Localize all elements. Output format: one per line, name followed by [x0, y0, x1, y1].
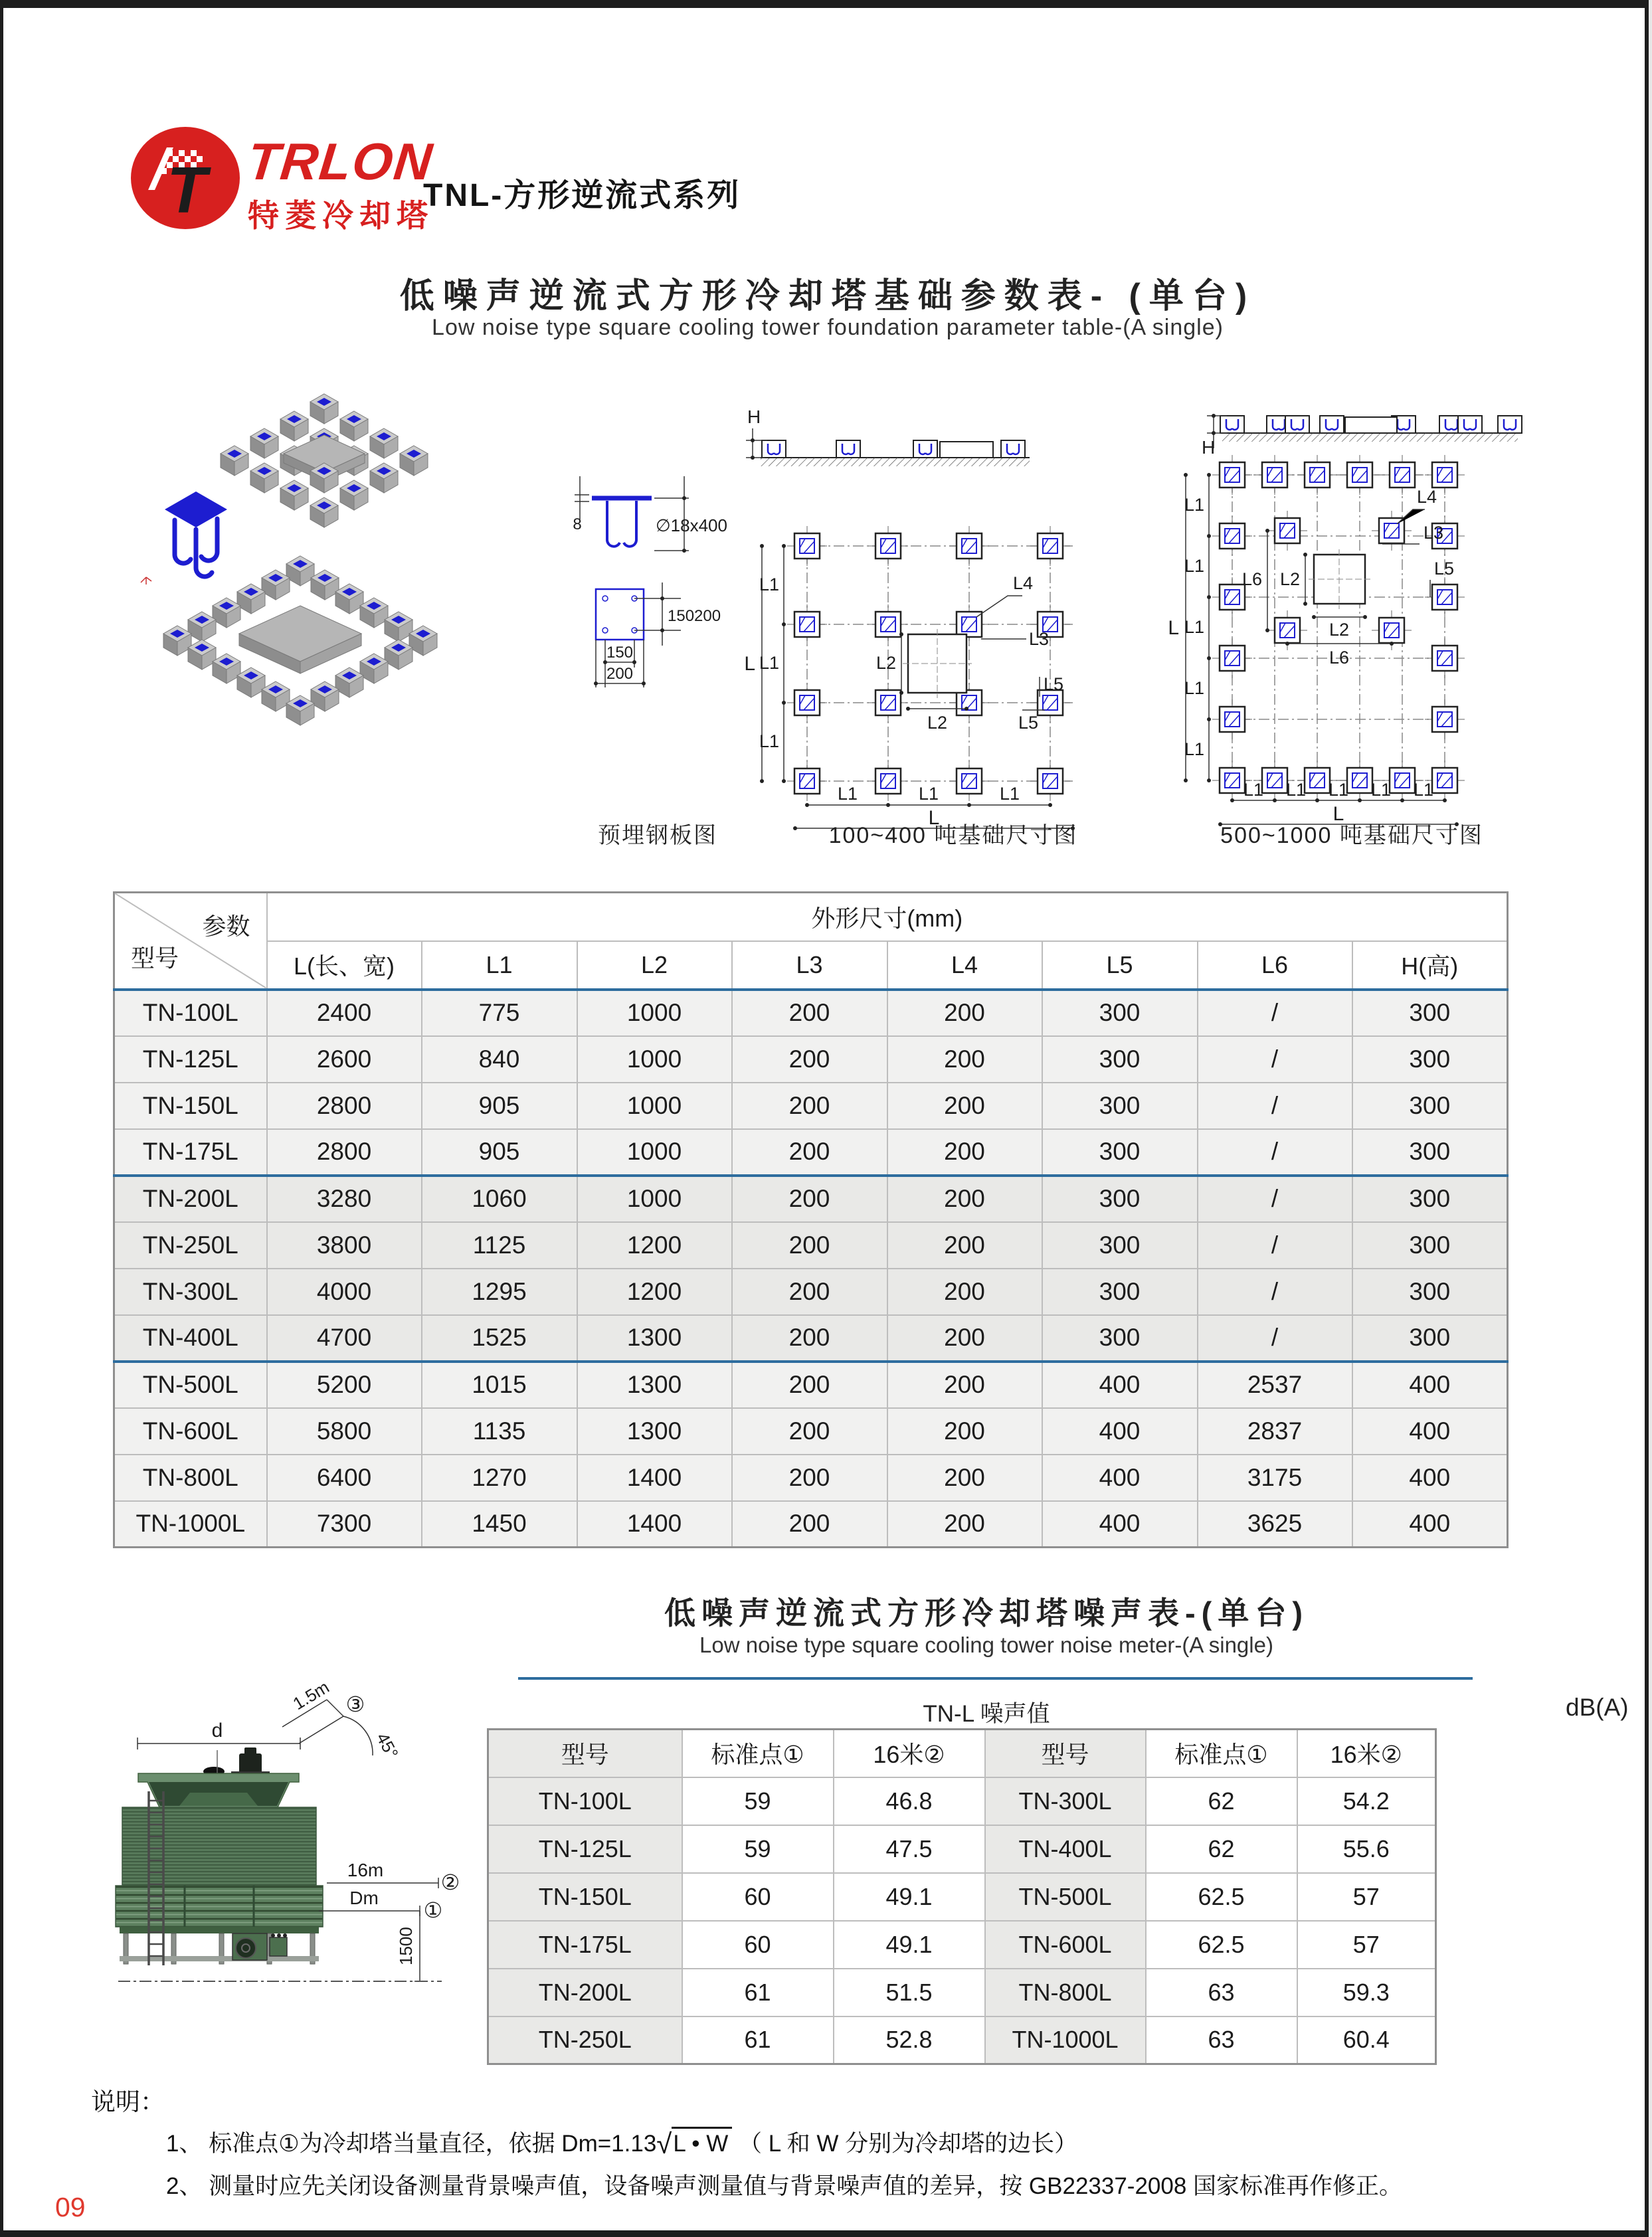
value-cell: 300	[1352, 1176, 1508, 1222]
svg-text:L: L	[928, 807, 940, 829]
value-cell: 5200	[267, 1362, 422, 1408]
model-cell: TN-125L	[114, 1036, 267, 1083]
svg-text:1500: 1500	[396, 1927, 416, 1965]
value-cell: 200	[732, 1222, 887, 1269]
blue-divider	[518, 1677, 1473, 1680]
col-header: 标准点①	[1146, 1730, 1297, 1777]
caption-500-1000t: 500~1000 吨基础尺寸图	[1220, 823, 1483, 848]
value-cell: 60	[682, 1873, 834, 1921]
value-cell: 200	[732, 990, 887, 1036]
value-cell: /	[1198, 1176, 1352, 1222]
table-row	[488, 1777, 1436, 1825]
model-cell: TN-175L	[114, 1129, 267, 1176]
noise-title-en: Low noise type square cooling tower noise meter-(A single)	[699, 1633, 1273, 1657]
model-cell: TN-250L	[488, 2016, 682, 2064]
svg-text:Dm: Dm	[349, 1888, 379, 1908]
model-cell: TN-200L	[488, 1969, 682, 2016]
svg-text:L2: L2	[875, 653, 896, 673]
table-row	[114, 1455, 1508, 1501]
svg-text:H: H	[747, 406, 761, 427]
col-header: 型号	[985, 1730, 1146, 1777]
model-cell: TN-200L	[114, 1176, 267, 1222]
value-cell: 400	[1352, 1408, 1508, 1455]
value-cell: 200	[732, 1455, 887, 1501]
value-cell: 1295	[422, 1269, 577, 1315]
value-cell: 61	[682, 1969, 834, 2016]
table-row	[488, 1873, 1436, 1921]
model-cell: TN-600L	[985, 1921, 1146, 1969]
model-cell: TN-500L	[985, 1873, 1146, 1921]
value-cell: 300	[1042, 990, 1198, 1036]
foundation-diagrams	[83, 370, 1571, 829]
value-cell: 54.2	[1297, 1777, 1436, 1825]
svg-text:L4: L4	[1417, 487, 1437, 507]
value-cell: 4700	[267, 1315, 422, 1362]
table-row	[114, 1083, 1508, 1129]
col-header: 16米②	[834, 1730, 985, 1777]
svg-text:L2: L2	[1329, 620, 1350, 640]
value-cell: 2800	[267, 1129, 422, 1176]
table-row	[488, 1825, 1436, 1873]
svg-text:L2: L2	[927, 713, 948, 733]
cooling-tower-illustration	[80, 1639, 505, 2011]
corner-label-model: 型号	[131, 944, 179, 972]
value-cell: /	[1198, 1036, 1352, 1083]
value-cell: 200	[732, 1129, 887, 1176]
value-cell: 1060	[422, 1176, 577, 1222]
svg-text:L1: L1	[1328, 780, 1349, 800]
value-cell: 200	[887, 1315, 1042, 1362]
value-cell: 3280	[267, 1176, 422, 1222]
value-cell: 840	[422, 1036, 577, 1083]
value-cell: 62.5	[1146, 1921, 1297, 1969]
value-cell: 400	[1042, 1501, 1198, 1548]
table-row	[488, 1969, 1436, 2016]
value-cell: 3175	[1198, 1455, 1352, 1501]
table-row	[488, 1730, 1436, 1777]
table-row	[114, 1222, 1508, 1269]
value-cell: 1000	[577, 1036, 732, 1083]
noise-table-label: TN-L 噪声值	[923, 1701, 1050, 1727]
value-cell: 200	[887, 1501, 1042, 1548]
noise-title-cn: 低噪声逆流式方形冷却塔噪声表-(单台)	[664, 1595, 1309, 1631]
svg-text:L: L	[1168, 617, 1179, 639]
value-cell: 200	[732, 1501, 887, 1548]
radical-sign: √	[656, 2128, 672, 2159]
value-cell: 51.5	[834, 1969, 985, 2016]
svg-text:③: ③	[345, 1692, 365, 1716]
value-cell: 1135	[422, 1408, 577, 1455]
value-cell: 300	[1042, 1176, 1198, 1222]
value-cell: /	[1198, 1269, 1352, 1315]
group-header: 外形尺寸(mm)	[267, 893, 1508, 941]
svg-text:L1: L1	[1184, 495, 1204, 515]
value-cell: 200	[887, 1176, 1042, 1222]
svg-text:①: ①	[423, 1898, 443, 1922]
value-cell: 775	[422, 990, 577, 1036]
notes-heading: 说明：	[91, 2088, 165, 2115]
svg-text:L3: L3	[1423, 523, 1444, 543]
isometric-foundation-illustration	[141, 394, 437, 725]
value-cell: 200	[732, 1036, 887, 1083]
value-cell: 57	[1297, 1921, 1436, 1969]
svg-text:L1: L1	[1184, 617, 1204, 637]
svg-text:L2: L2	[1279, 569, 1300, 589]
svg-text:L4: L4	[1013, 573, 1034, 593]
model-cell: TN-800L	[114, 1455, 267, 1501]
value-cell: 300	[1352, 990, 1508, 1036]
svg-text:L1: L1	[759, 731, 779, 751]
value-cell: 200	[732, 1408, 887, 1455]
value-cell: 300	[1352, 1083, 1508, 1129]
col-header: L2	[577, 941, 732, 990]
value-cell: 200	[732, 1083, 887, 1129]
page-number: 09	[55, 2192, 86, 2222]
note-item-2: 2、 测量时应先关闭设备测量背景噪声值，设备噪声测量值与背景噪声值的差异，按 GB22337-2008 国家标准再作修正。	[166, 2173, 1403, 2199]
value-cell: 200	[732, 1269, 887, 1315]
value-cell: 300	[1352, 1036, 1508, 1083]
value-cell: 49.1	[834, 1873, 985, 1921]
col-header: 型号	[488, 1730, 682, 1777]
table-row	[114, 1501, 1508, 1548]
brand-name-cn: 特菱冷却塔	[248, 198, 434, 233]
svg-text:8: 8	[573, 515, 582, 533]
value-cell: 52.8	[834, 2016, 985, 2064]
svg-text:L1: L1	[1184, 556, 1204, 576]
noise-table	[487, 1728, 1437, 2065]
svg-text:L5: L5	[1044, 674, 1064, 694]
value-cell: 57	[1297, 1873, 1436, 1921]
svg-text:L6: L6	[1241, 569, 1262, 589]
value-cell: 1015	[422, 1362, 577, 1408]
model-cell: TN-175L	[488, 1921, 682, 1969]
table-row	[114, 1036, 1508, 1083]
corner-label-param: 参数	[202, 913, 250, 940]
value-cell: 400	[1352, 1362, 1508, 1408]
col-header: H(高)	[1352, 941, 1508, 990]
svg-text:L5: L5	[1018, 713, 1039, 733]
value-cell: /	[1198, 1315, 1352, 1362]
svg-text:T: T	[167, 153, 207, 226]
value-cell: 4000	[267, 1269, 422, 1315]
value-cell: 1300	[577, 1408, 732, 1455]
svg-text:L1: L1	[918, 784, 939, 804]
table-row	[114, 1269, 1508, 1315]
value-cell: 400	[1352, 1501, 1508, 1548]
value-cell: 63	[1146, 2016, 1297, 2064]
note1-text: 1、 标准点①为冷却塔当量直径，依据 Dm=1.13	[166, 2131, 657, 2157]
value-cell: 1000	[577, 1083, 732, 1129]
value-cell: 1125	[422, 1222, 577, 1269]
col-header: L6	[1198, 941, 1352, 990]
model-cell: TN-1000L	[985, 2016, 1146, 2064]
value-cell: 1300	[577, 1315, 732, 1362]
model-cell: TN-400L	[985, 1825, 1146, 1873]
value-cell: 62	[1146, 1825, 1297, 1873]
value-cell: 1300	[577, 1362, 732, 1408]
svg-text:L6: L6	[1329, 648, 1350, 668]
value-cell: 2837	[1198, 1408, 1352, 1455]
value-cell: 300	[1352, 1269, 1508, 1315]
value-cell: 3625	[1198, 1501, 1352, 1548]
model-cell: TN-300L	[985, 1777, 1146, 1825]
svg-text:L3: L3	[1029, 629, 1050, 649]
table-row	[114, 1176, 1508, 1222]
value-cell: 400	[1042, 1455, 1198, 1501]
col-header: L3	[732, 941, 887, 990]
svg-text:150200: 150200	[668, 607, 721, 625]
svg-text:L5: L5	[1434, 559, 1455, 579]
value-cell: 905	[422, 1083, 577, 1129]
svg-text:L: L	[744, 653, 755, 675]
svg-text:L1: L1	[1243, 780, 1264, 800]
value-cell: 59	[682, 1777, 834, 1825]
value-cell: 200	[887, 1222, 1042, 1269]
value-cell: 55.6	[1297, 1825, 1436, 1873]
caption-steel-plate: 预埋钢板图	[598, 823, 717, 848]
dimension-table	[113, 891, 1509, 1548]
value-cell: 300	[1042, 1036, 1198, 1083]
value-cell: 1400	[577, 1501, 732, 1548]
col-header: L5	[1042, 941, 1198, 990]
model-cell: TN-500L	[114, 1362, 267, 1408]
value-cell: 1525	[422, 1315, 577, 1362]
svg-text:L1: L1	[1184, 678, 1204, 698]
model-cell: TN-600L	[114, 1408, 267, 1455]
page-title: TNL-方形逆流式系列	[423, 178, 741, 213]
value-cell: 300	[1042, 1083, 1198, 1129]
value-cell: 47.5	[834, 1825, 985, 1873]
value-cell: 400	[1042, 1362, 1198, 1408]
model-cell: TN-100L	[488, 1777, 682, 1825]
value-cell: 59	[682, 1825, 834, 1873]
note1-formula: L • W	[672, 2127, 732, 2157]
value-cell: 6400	[267, 1455, 422, 1501]
value-cell: 46.8	[834, 1777, 985, 1825]
value-cell: 300	[1042, 1129, 1198, 1176]
value-cell: 400	[1352, 1455, 1508, 1501]
anchor-plate-detail	[573, 476, 727, 687]
table-row	[488, 1921, 1436, 1969]
value-cell: 300	[1352, 1129, 1508, 1176]
value-cell: 200	[887, 1083, 1042, 1129]
table-row	[114, 1315, 1508, 1362]
svg-text:∅18x400: ∅18x400	[656, 515, 727, 535]
caption-100-400t: 100~400 吨基础尺寸图	[828, 823, 1078, 848]
svg-text:L1: L1	[1370, 780, 1392, 800]
note1-tail: （ L 和 W 分别为冷却塔的边长）	[739, 2131, 1078, 2157]
value-cell: 62	[1146, 1777, 1297, 1825]
model-cell: TN-125L	[488, 1825, 682, 1873]
value-cell: 63	[1146, 1969, 1297, 2016]
value-cell: 1000	[577, 1176, 732, 1222]
foundation-title-cn: 低噪声逆流式方形冷却塔基础参数表- (单台)	[399, 277, 1256, 315]
svg-text:1.5m: 1.5m	[289, 1676, 333, 1714]
noise-unit-label: dB(A)	[1566, 1694, 1629, 1721]
value-cell: 60	[682, 1921, 834, 1969]
value-cell: 2400	[267, 990, 422, 1036]
corner-cell	[114, 893, 267, 990]
svg-text:L1: L1	[1285, 780, 1307, 800]
svg-text:H: H	[1202, 437, 1216, 458]
model-cell: TN-150L	[488, 1873, 682, 1921]
value-cell: 1000	[577, 990, 732, 1036]
value-cell: 200	[887, 1362, 1042, 1408]
svg-text:L1: L1	[1184, 739, 1204, 759]
value-cell: /	[1198, 1222, 1352, 1269]
value-cell: 300	[1042, 1222, 1198, 1269]
value-cell: 200	[887, 1455, 1042, 1501]
value-cell: 60.4	[1297, 2016, 1436, 2064]
value-cell: 300	[1352, 1315, 1508, 1362]
svg-text:L1: L1	[759, 575, 779, 594]
table-row	[114, 1129, 1508, 1176]
value-cell: 59.3	[1297, 1969, 1436, 2016]
svg-text:L1: L1	[759, 653, 779, 673]
table-row	[114, 1362, 1508, 1408]
value-cell: 200	[887, 1269, 1042, 1315]
model-cell: TN-1000L	[114, 1501, 267, 1548]
svg-text:L: L	[1332, 803, 1344, 825]
value-cell: 200	[732, 1176, 887, 1222]
value-cell: 300	[1352, 1222, 1508, 1269]
foundation-title-en: Low noise type square cooling tower foundation parameter table-(A single)	[432, 315, 1224, 340]
note-item-1	[166, 2125, 1077, 2160]
svg-text:45°: 45°	[372, 1729, 403, 1762]
model-cell: TN-150L	[114, 1083, 267, 1129]
value-cell: 7300	[267, 1501, 422, 1548]
table-row	[114, 990, 1508, 1036]
value-cell: 200	[887, 1408, 1042, 1455]
plan-500-1000t	[1168, 414, 1522, 826]
svg-text:L1: L1	[837, 784, 858, 804]
table-row	[488, 2016, 1436, 2064]
value-cell: 61	[682, 2016, 834, 2064]
value-cell: 1400	[577, 1455, 732, 1501]
svg-text:②: ②	[440, 1870, 460, 1894]
table-row	[114, 1408, 1508, 1455]
value-cell: 400	[1042, 1408, 1198, 1455]
model-cell: TN-250L	[114, 1222, 267, 1269]
svg-text:150: 150	[606, 644, 634, 662]
col-header: L4	[887, 941, 1042, 990]
value-cell: 2600	[267, 1036, 422, 1083]
col-header: 16米②	[1297, 1730, 1436, 1777]
svg-text:L1: L1	[999, 784, 1020, 804]
value-cell: 200	[732, 1362, 887, 1408]
plan-100-400t	[744, 406, 1075, 830]
model-cell: TN-300L	[114, 1269, 267, 1315]
value-cell: /	[1198, 1083, 1352, 1129]
value-cell: 1270	[422, 1455, 577, 1501]
value-cell: 1200	[577, 1222, 732, 1269]
value-cell: /	[1198, 1129, 1352, 1176]
svg-text:16m: 16m	[347, 1860, 384, 1880]
value-cell: 200	[887, 1036, 1042, 1083]
value-cell: 49.1	[834, 1921, 985, 1969]
value-cell: 200	[887, 1129, 1042, 1176]
model-cell: TN-800L	[985, 1969, 1146, 2016]
value-cell: 3800	[267, 1222, 422, 1269]
value-cell: 1200	[577, 1269, 732, 1315]
trlon-logo-icon	[128, 125, 242, 231]
value-cell: 62.5	[1146, 1873, 1297, 1921]
value-cell: 5800	[267, 1408, 422, 1455]
value-cell: 200	[887, 990, 1042, 1036]
value-cell: 200	[732, 1315, 887, 1362]
value-cell: /	[1198, 990, 1352, 1036]
value-cell: 2537	[1198, 1362, 1352, 1408]
value-cell: 1450	[422, 1501, 577, 1548]
value-cell: 905	[422, 1129, 577, 1176]
svg-text:d: d	[211, 1720, 223, 1742]
model-cell: TN-400L	[114, 1315, 267, 1362]
value-cell: 1000	[577, 1129, 732, 1176]
svg-text:200: 200	[606, 665, 634, 683]
brand-name: TRLON	[244, 132, 436, 191]
value-cell: 300	[1042, 1315, 1198, 1362]
value-cell: 300	[1042, 1269, 1198, 1315]
model-cell: TN-100L	[114, 990, 267, 1036]
col-header: L1	[422, 941, 577, 990]
svg-text:L1: L1	[1413, 780, 1434, 800]
col-header: L(长、宽)	[267, 941, 422, 990]
value-cell: 2800	[267, 1083, 422, 1129]
col-header: 标准点①	[682, 1730, 834, 1777]
